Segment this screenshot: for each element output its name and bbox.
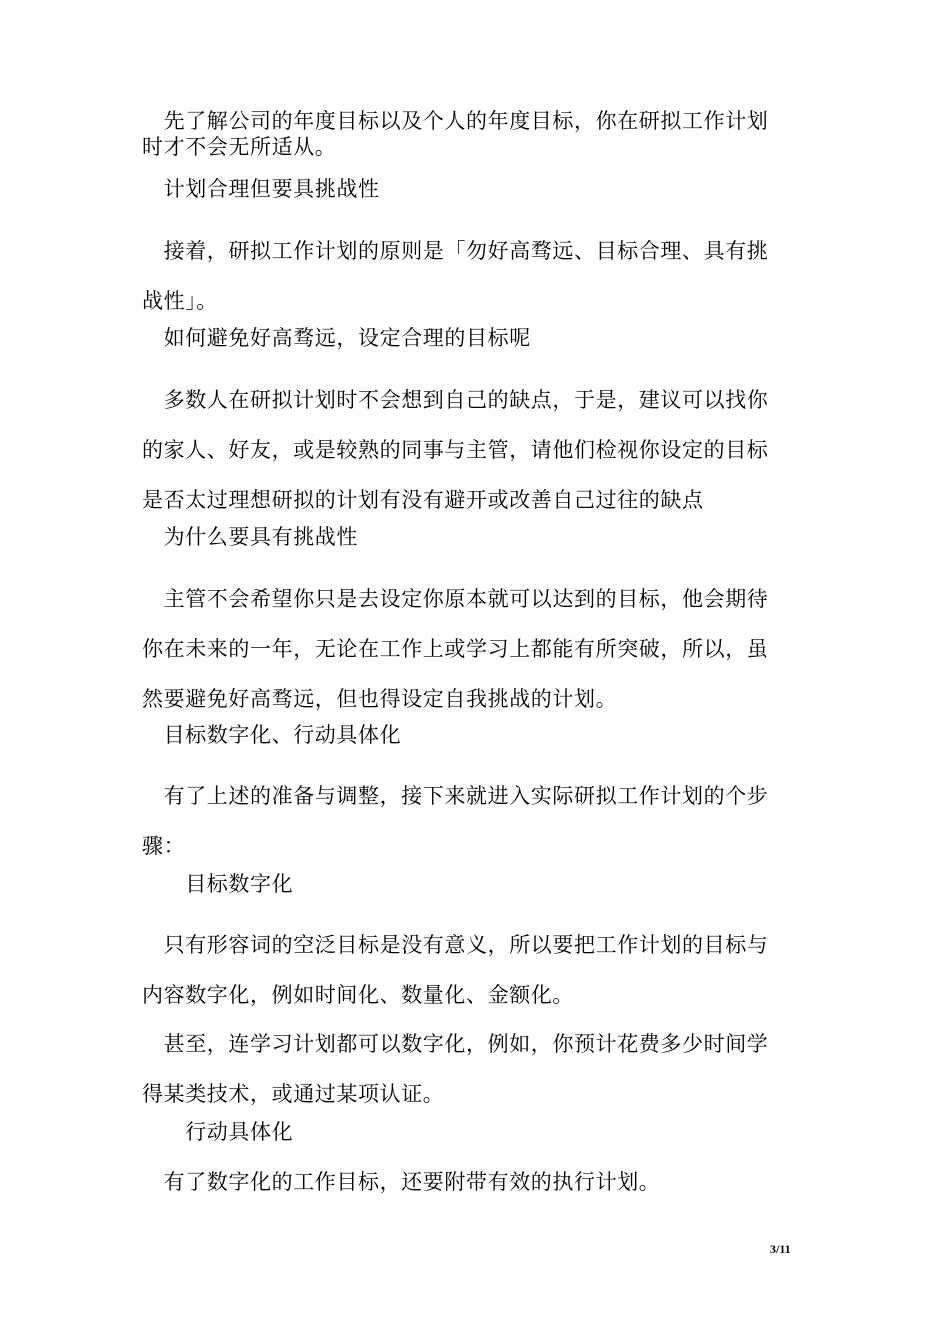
text-line: 行动具体化	[142, 1120, 294, 1144]
page-number: 3/11	[770, 1242, 791, 1256]
section-heading	[142, 722, 792, 748]
text-line: 你在未来的一年，无论在工作上或学习上都能有所突破，所以，虽	[142, 637, 769, 661]
text-line: 然要避免好高骛远，但也得设定自我挑战的计划。	[142, 687, 618, 711]
text-line: 有了数字化的工作目标，还要附带有效的执行计划。	[142, 1170, 661, 1194]
text-line: 只有形容词的空泛目标是没有意义，所以要把工作计划的目标与	[142, 933, 769, 957]
paragraph	[142, 375, 792, 525]
text-line: 目标数字化、行动具体化	[142, 723, 402, 747]
section-heading	[142, 325, 792, 351]
text-line: 时才不会无所适从。	[142, 135, 337, 159]
paragraph	[142, 108, 792, 160]
text-line: 甚至，连学习计划都可以数字化，例如，你预计花费多少时间学	[142, 1032, 769, 1056]
text-line: 接着，研拟工作计划的原则是「勿好高骛远、目标合理、具有挑	[142, 239, 769, 263]
text-line: 得某类技术，或通过某项认证。	[142, 1082, 445, 1106]
subsection-heading	[142, 1119, 792, 1145]
paragraph	[142, 920, 792, 1020]
text-line: 目标数字化	[142, 872, 294, 896]
text-line: 内容数字化，例如时间化、数量化、金额化。	[142, 983, 574, 1007]
text-line: 如何避免好高骛远，设定合理的目标呢	[142, 326, 531, 350]
subsection-heading	[142, 871, 792, 897]
paragraph	[142, 226, 792, 326]
text-line: 是否太过理想研拟的计划有没有避开或改善自己过往的缺点	[142, 488, 704, 512]
paragraph	[142, 771, 792, 871]
text-line: 的家人、好友，或是较熟的同事与主管，请他们检视你设定的目标	[142, 438, 769, 462]
section-heading	[142, 524, 792, 550]
text-line: 有了上述的准备与调整，接下来就进入实际研拟工作计划的个步	[142, 784, 769, 808]
paragraph	[142, 574, 792, 724]
text-line: 主管不会希望你只是去设定你原本就可以达到的目标，他会期待	[142, 587, 769, 611]
paragraph	[142, 1169, 792, 1195]
text-line: 多数人在研拟计划时不会想到自己的缺点，于是，建议可以找你	[142, 388, 769, 412]
text-line: 先了解公司的年度目标以及个人的年度目标，你在研拟工作计划	[142, 109, 769, 133]
text-line: 骤：	[142, 834, 186, 858]
text-line: 计划合理但要具挑战性	[142, 177, 380, 201]
text-line: 为什么要具有挑战性	[142, 525, 358, 549]
paragraph	[142, 1019, 792, 1119]
section-heading	[142, 176, 792, 202]
text-line: 战性」。	[142, 289, 218, 313]
